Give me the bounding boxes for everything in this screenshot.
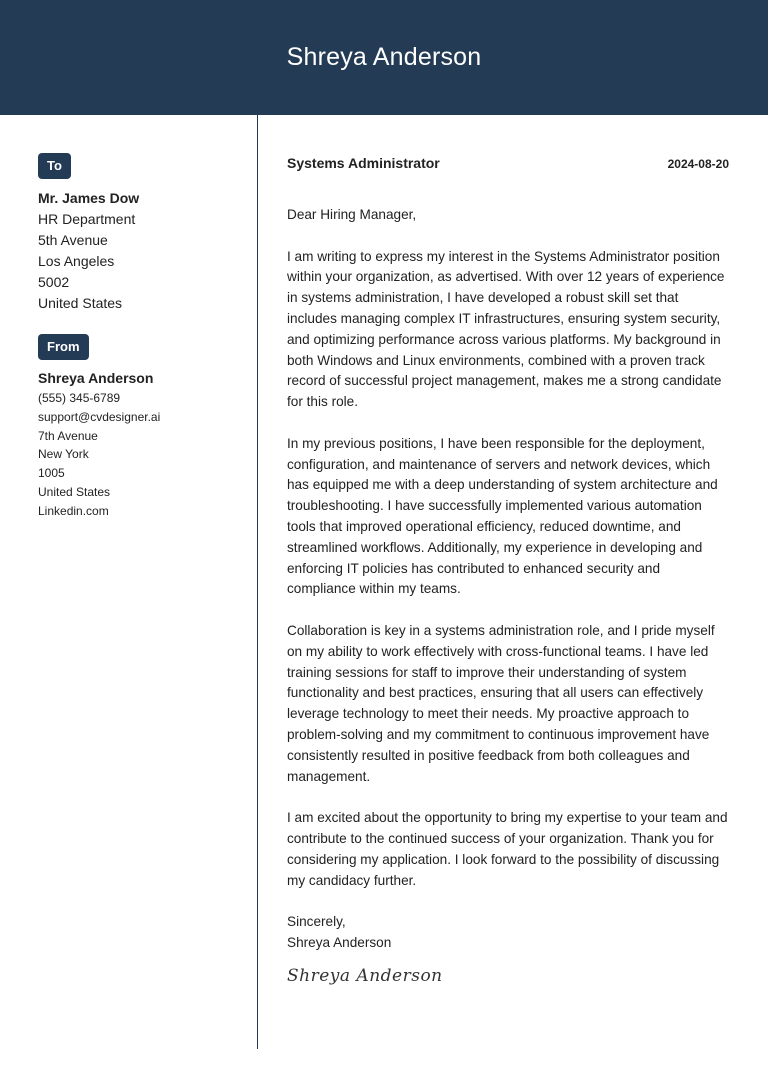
header-banner xyxy=(0,0,768,115)
handwritten-signature: Shreya Anderson xyxy=(287,965,443,986)
paragraph-1: I am writing to express my interest in the Systems Administrator position within your organization, as advertised. With over 12 years of experience in systems administration, I have developed a robust skill set that includes managing complex IT infrastructures, ensuring system security, and optimizing performance across various platforms. My background in both Windows and Linux environments, combined with a proven track record of successful project management, makes me a strong candidate for this role. xyxy=(287,248,725,410)
paragraph-2: In my previous positions, I have been responsible for the deployment, configuration, and maintenance of servers and network devices, which has equipped me with a deep understanding of system architecture and troubleshooting. I have successfully implemented various automation tools that improved operational efficiency, reduced downtime, and streamlined workflows. Additionally, my experience in developing and enforcing IT policies has contributed to enhanced security and compliance within my teams. xyxy=(287,435,718,597)
to-label: To xyxy=(38,153,71,179)
sidebar xyxy=(38,153,243,521)
closing-phrase: Sincerely, xyxy=(287,914,346,930)
recipient-name: Mr. James Dow xyxy=(38,190,140,206)
closing-block xyxy=(287,912,729,954)
letter-body xyxy=(287,154,729,986)
applicant-name: Shreya Anderson xyxy=(286,42,482,71)
closing-name: Shreya Anderson xyxy=(287,934,392,950)
sender-country: United States xyxy=(38,484,111,499)
sender-postal-code: 1005 xyxy=(38,466,65,481)
recipient-postal-code: 5002 xyxy=(38,274,70,290)
salutation: Dear Hiring Manager, xyxy=(287,207,417,222)
from-label: From xyxy=(38,334,89,360)
recipient-city: Los Angeles xyxy=(38,253,115,269)
sender-street: 7th Avenue xyxy=(38,428,98,443)
paragraph-4: I am excited about the opportunity to bring my expertise to your team and contribute to the continued success of your organization. Thank you for considering my application. I look forward to the possibility of discussing my candidacy further. xyxy=(287,810,728,888)
recipient-country: United States xyxy=(38,295,123,311)
paragraph-3: Collaboration is key in a systems administration role, and I pride myself on my ability to work effectively with cross-functional teams. I have led training sessions for staff to improve their understanding of system functionality and best practices, ensuring that all users can effectively leverage technology to meet their needs. My proactive approach to problem-solving and my commitment to continuous improvement have consistently resulted in positive feedback from both colleagues and management. xyxy=(287,622,715,784)
job-title: Systems Administrator xyxy=(287,155,440,171)
recipient-department: HR Department xyxy=(38,211,136,227)
sender-email: support@cvdesigner.ai xyxy=(38,409,161,424)
sender-block xyxy=(38,368,243,521)
recipient-street: 5th Avenue xyxy=(38,232,108,248)
letter-title-row xyxy=(287,154,729,173)
recipient-block xyxy=(38,188,243,314)
column-divider xyxy=(257,115,258,1049)
sender-name: Shreya Anderson xyxy=(38,370,154,386)
letter-date: 2024-08-20 xyxy=(667,157,729,171)
sender-phone: (555) 345-6789 xyxy=(38,391,121,405)
sender-linkedin: Linkedin.com xyxy=(38,503,109,518)
sender-city: New York xyxy=(38,447,89,462)
